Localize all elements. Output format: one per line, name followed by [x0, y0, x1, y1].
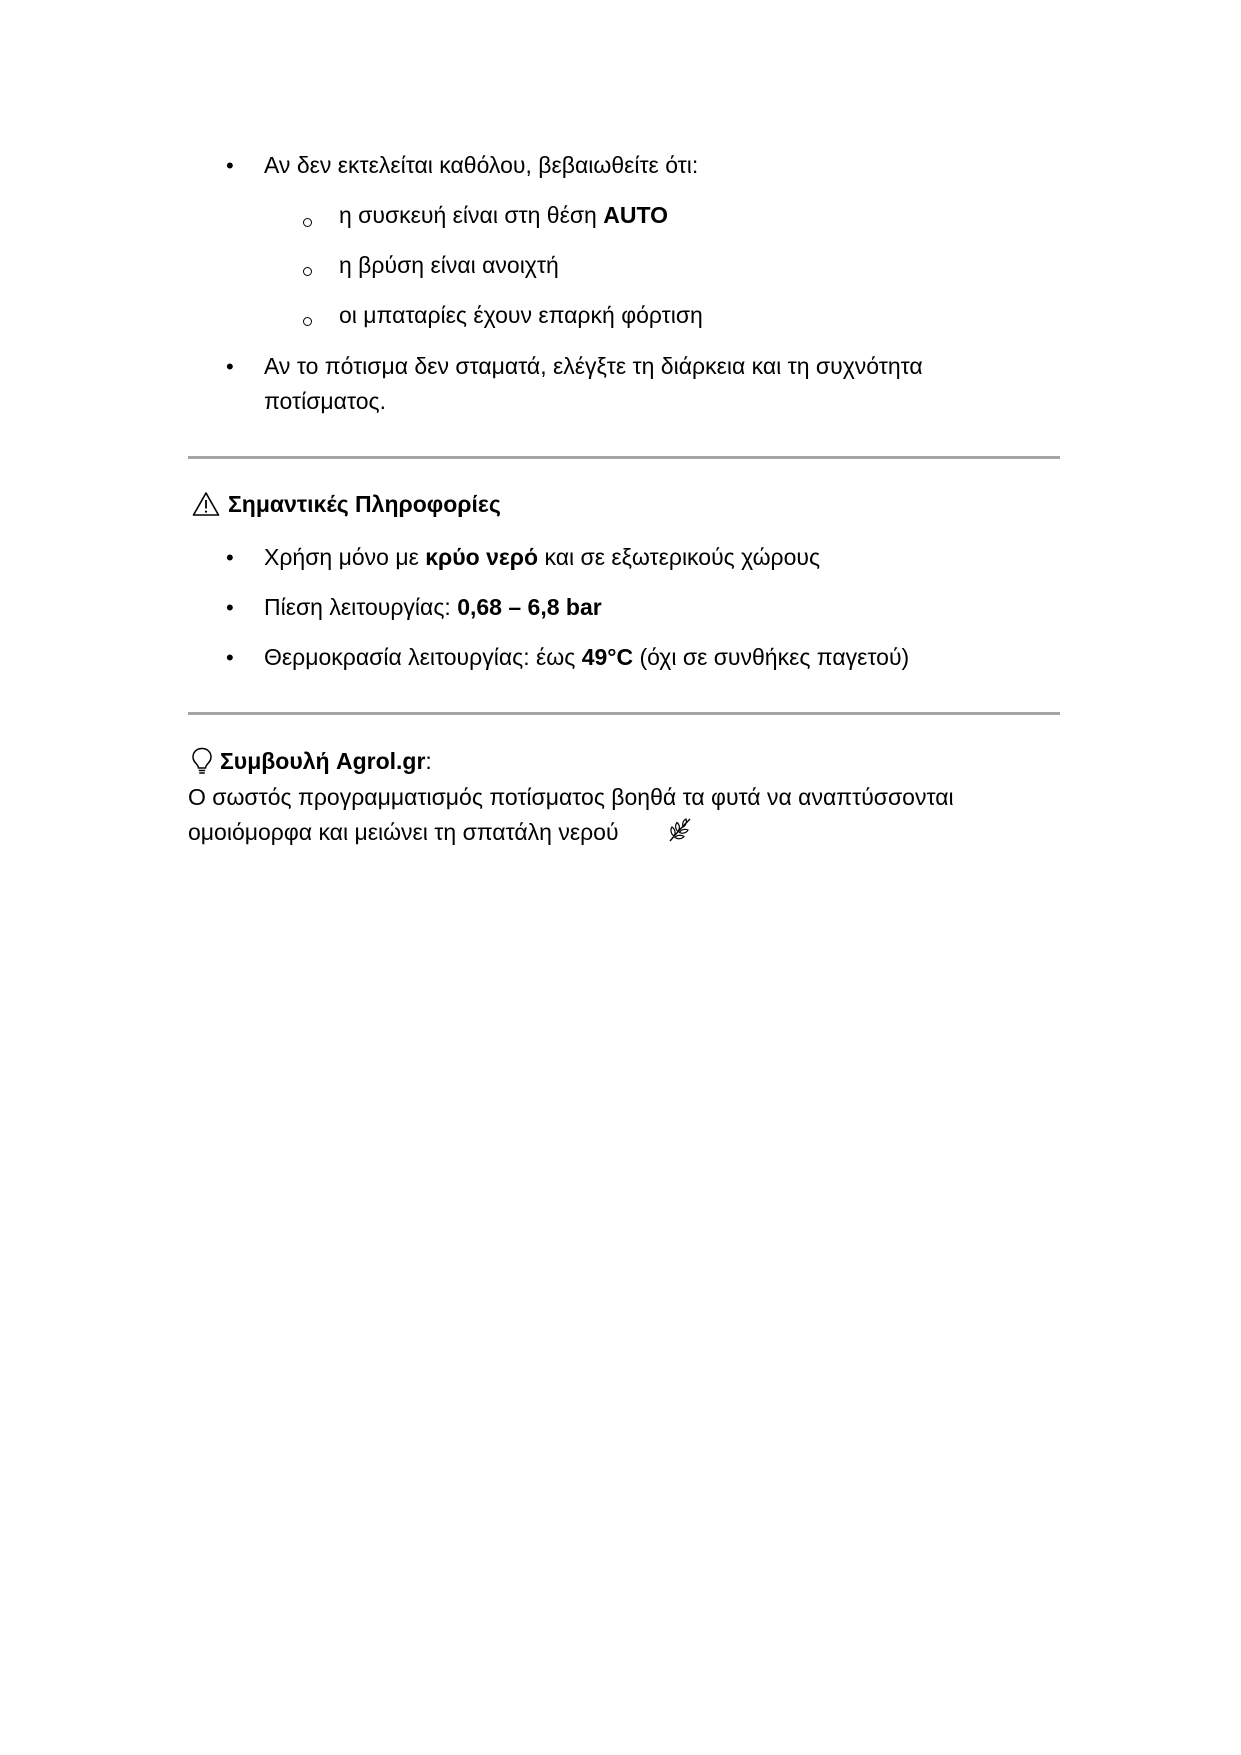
sub-item-text: η βρύση είναι ανοιχτή [339, 252, 559, 278]
sub-bullet-circle [303, 317, 312, 326]
tip-title: Συμβουλή Agrol.gr [220, 748, 426, 774]
tip-colon: : [425, 748, 432, 774]
herb-leaf-icon [666, 816, 694, 844]
sub-item-text [339, 200, 668, 230]
important-item [264, 642, 909, 672]
tip-text-line1: Ο σωστός προγραμματισμός ποτίσματος βοηθά τα φυτά να αναπτύσσονται [188, 784, 954, 810]
bullet-text-line1: Αν το πότισμα δεν σταματά, ελέγξτε τη διάρκεια και τη συχνότητα [264, 353, 923, 379]
sub-item-text: οι μπαταρίες έχουν επαρκή φόρτιση [339, 302, 703, 328]
important-item [264, 542, 820, 572]
item-plain: (όχι σε συνθήκες παγετού) [633, 644, 910, 670]
sub-item-plain: η συσκευή είναι στη θέση [339, 202, 604, 228]
item-plain: και σε εξωτερικούς χώρους [538, 544, 821, 570]
important-item [264, 592, 602, 622]
tip-text-line2 [188, 817, 619, 847]
bullet-text: Αν δεν εκτελείται καθόλου, βεβαιωθείτε ότι: [264, 152, 699, 178]
tip-heading [220, 746, 432, 776]
sub-item-bold: AUTO [603, 202, 668, 228]
bullet-dot: • [226, 595, 234, 620]
bullet-text-line2: ποτίσματος. [264, 388, 386, 414]
bullet-dot: • [226, 645, 234, 670]
section-divider [188, 456, 1060, 459]
item-plain: Πίεση λειτουργίας: [264, 594, 458, 620]
section-divider [188, 712, 1060, 715]
item-bold: 0,68 – 6,8 bar [457, 594, 602, 620]
item-bold: 49°C [581, 644, 634, 670]
item-bold: κρύο νερό [425, 544, 539, 570]
item-plain: Χρήση μόνο με [264, 544, 426, 570]
bullet-dot: • [226, 545, 234, 570]
important-heading: Σημαντικές Πληροφορίες [228, 491, 501, 517]
warning-triangle-icon [192, 491, 220, 517]
lightbulb-icon [190, 746, 214, 776]
item-plain: Θερμοκρασία λειτουργίας: έως [264, 644, 582, 670]
sub-bullet-circle [303, 267, 312, 276]
tip-text: ομοιόμορφα και μειώνει τη σπατάλη νερού [188, 819, 619, 845]
bullet-dot: • [226, 153, 234, 178]
sub-bullet-circle [303, 218, 312, 227]
bullet-dot: • [226, 354, 234, 379]
